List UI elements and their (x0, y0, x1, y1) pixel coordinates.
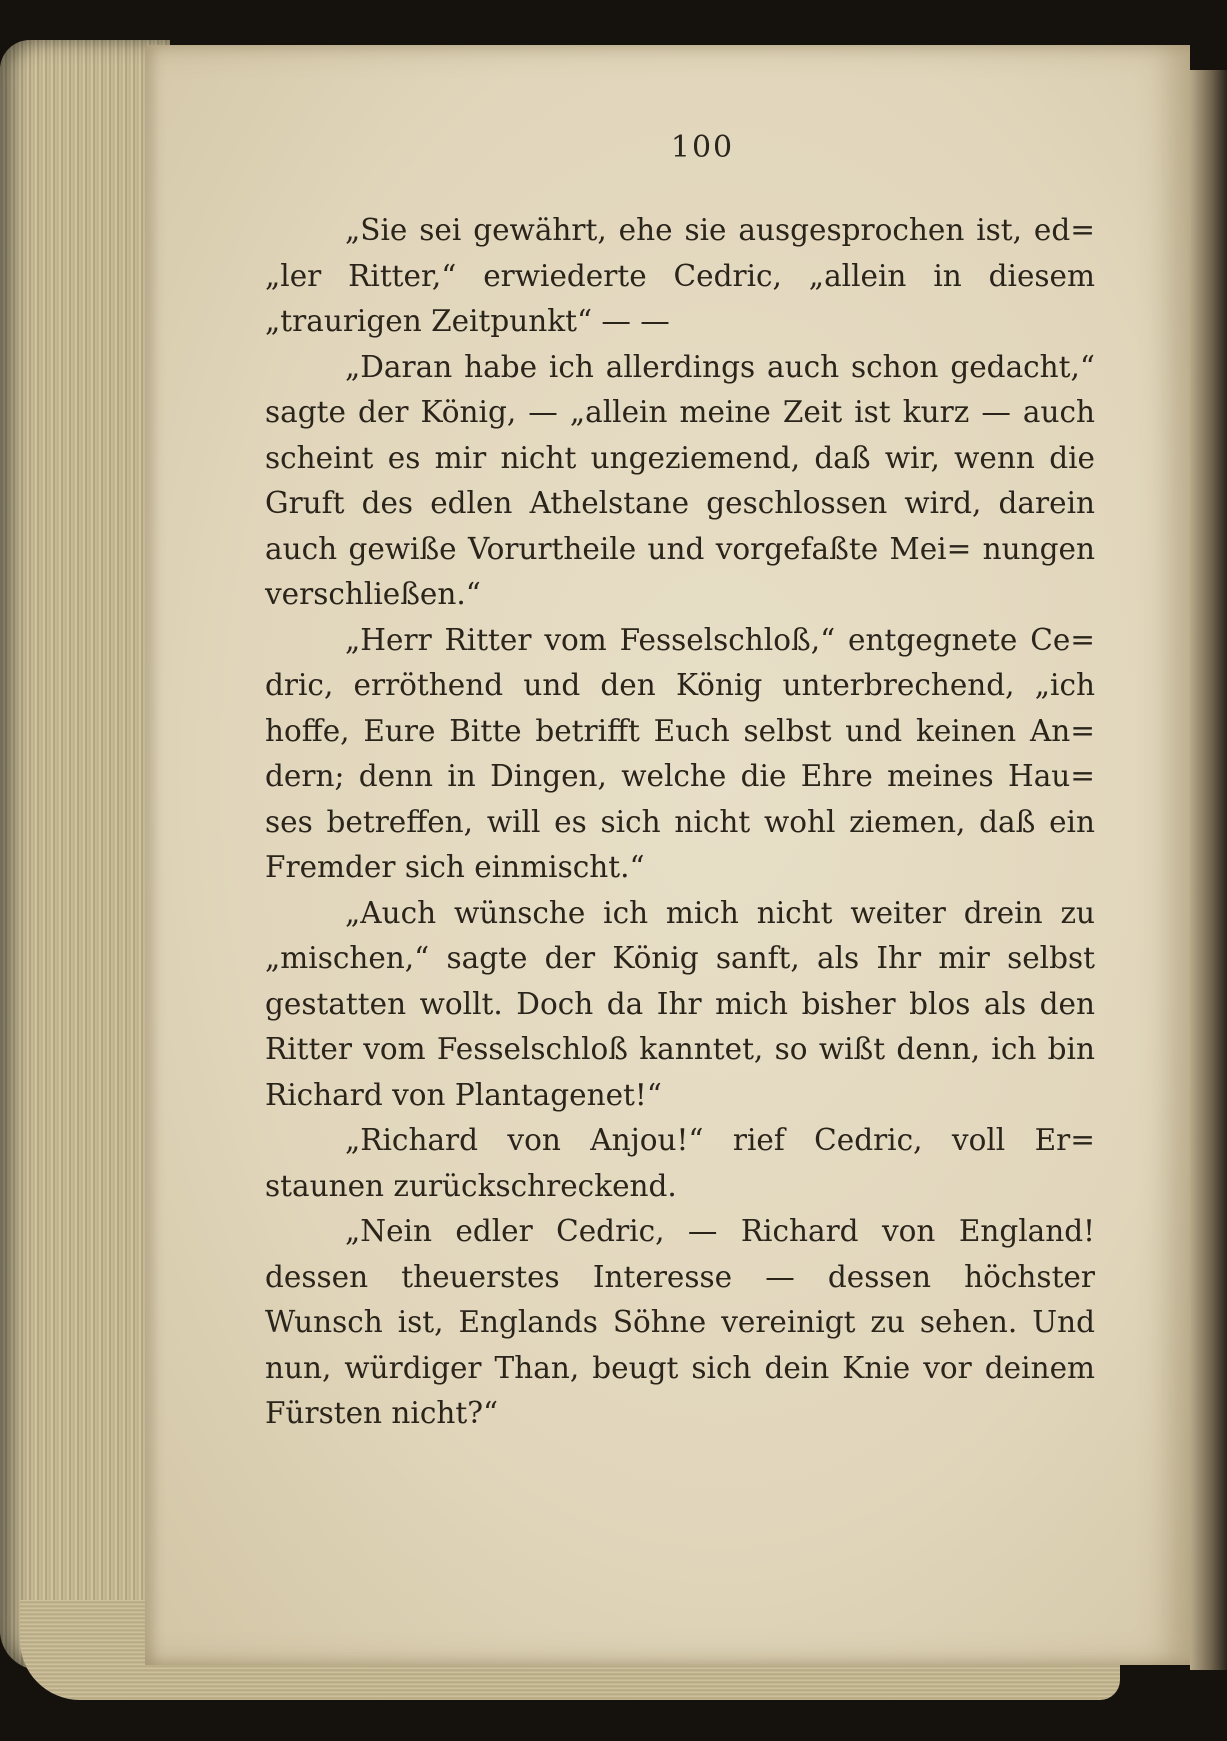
paragraph-3: „Herr Ritter vom Fesselschloß,“ entgegnete Ce= dric, erröthend und den König unterbrechend, „ich hoffe, Eure Bitte betrifft Euch selbst und keinen An= dern; denn in Dingen, welche die Ehre meines Hau= ses betreffen, will es sich nicht wohl ziemen, daß ein Fremder sich einmischt.“ (265, 622, 1095, 884)
paragraph-1: „Sie sei gewährt, ehe sie ausgesprochen ist, ed= „ler Ritter,“ erwiederte Cedric, „allein in diesem „traurigen Zeitpunkt“ — — (265, 213, 1095, 338)
paragraph-4: „Auch wünsche ich mich nicht weiter drein zu „mischen,“ sagte der König sanft, als Ihr mir selbst gestatten wollt. Doch da Ihr mich bisher blos als den Ritter vom Fesselschloß kanntet, so wißt denn, ich bin Richard von Plantagenet!“ (265, 895, 1095, 1112)
paragraph-6: „Nein edler Cedric, — Richard von England! dessen theuerstes Interesse — dessen höchster Wunsch ist, Englands Söhne vereinigt zu sehen. Und nun, würdiger Than, beugt sich dein Knie vor deinem Fürsten nicht?“ (265, 1214, 1095, 1430)
paragraph-2: „Daran habe ich allerdings auch schon gedacht,“ sagte der König, — „allein meine Zeit ist kurz — auch scheint es mir nicht ungeziemend, daß wir, wenn die Gruft des edlen Athelstane geschlossen wird, darein auch gewiße Vorurtheile und vorgefaßte Mei= nungen verschließen.“ (265, 349, 1095, 611)
page-text (265, 208, 1095, 1437)
page-number: 100 (670, 130, 735, 165)
paragraph-5: „Richard von Anjou!“ rief Cedric, voll Er= staunen zurückschreckend. (265, 1123, 1095, 1203)
book-gutter (1190, 70, 1227, 1670)
